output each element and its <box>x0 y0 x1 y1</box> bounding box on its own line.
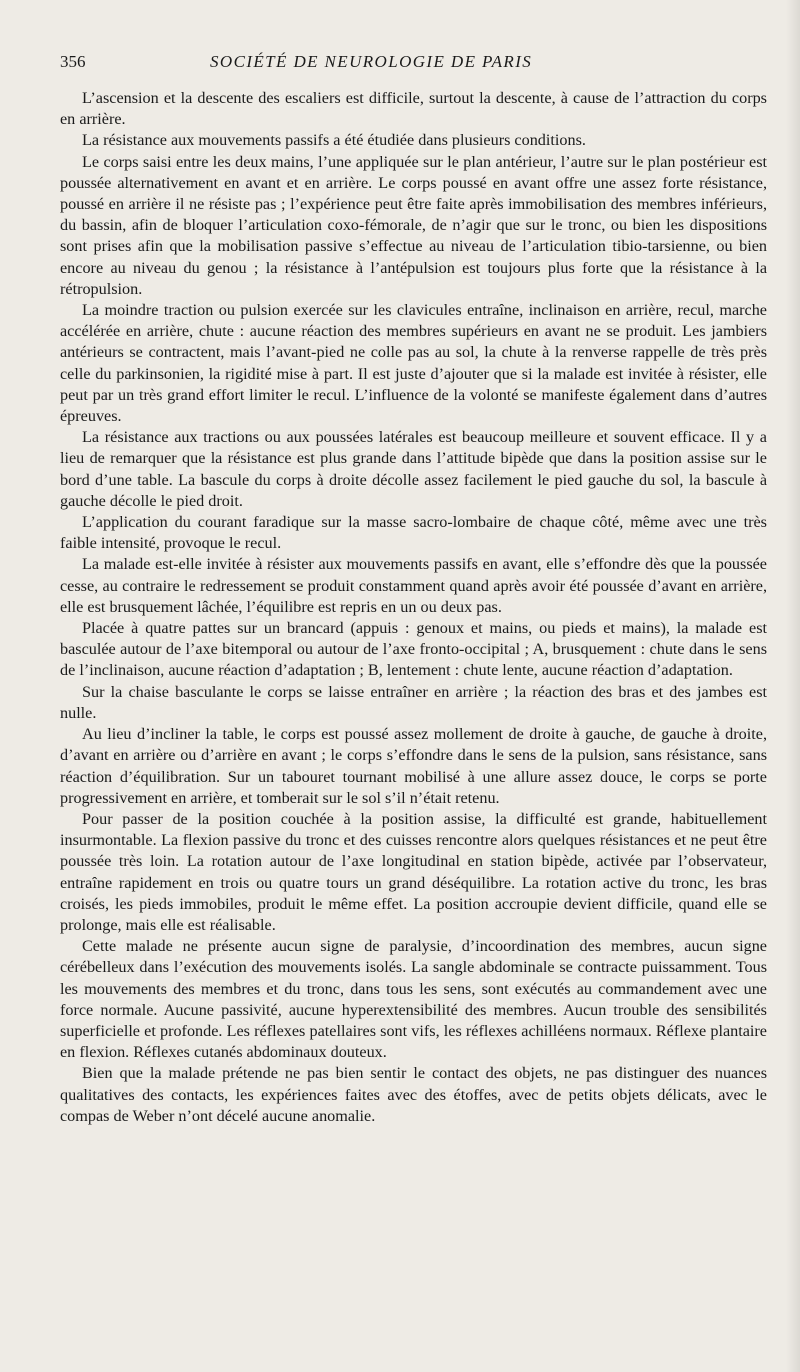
paragraph: Au lieu d’incliner la table, le corps est poussé assez mollement de droite à gauche, de gauche à droite, d’avant en arrière ou d’arrière en avant ; le corps s’effondre dans le sens de la pulsion, sans résistance, sans réaction d’équilibration. Sur un tabouret tournant mobilisé à une allure assez douce, le corps se porte progressivement en arrière, et tomberait sur le sol s’il n’était retenu. <box>60 725 767 807</box>
body-text <box>60 88 767 1127</box>
page-header <box>60 52 760 78</box>
paragraph: Bien que la malade prétende ne pas bien sentir le contact des objets, ne pas distinguer des nuances qualitatives des contacts, les expériences faites avec des étoffes, avec de petits objets délicats, avec le compas de Weber n’ont décelé aucune anomalie. <box>60 1064 767 1125</box>
paragraph: Placée à quatre pattes sur un brancard (appuis : genoux et mains, ou pieds et mains), la malade est basculée autour de l’axe bitemporal ou autour de l’axe fronto-occipital ; A, brusquement : chute dans le sens de l’inclinaison, aucune réaction d’adaptation ; B, lentement : chute lente, aucune réaction d’adaptation. <box>60 619 767 680</box>
page-number: 356 <box>60 52 86 71</box>
paragraph: La malade est-elle invitée à résister aux mouvements passifs en avant, elle s’effondre dès que la poussée cesse, au contraire le redressement se produit constamment quand après avoir été poussée d’avant en arrière, elle est brusquement lâchée, l’équilibre est repris en un ou deux pas. <box>60 555 767 616</box>
paragraph: Pour passer de la position couchée à la position assise, la difficulté est grande, habituellement insurmontable. La flexion passive du tronc et des cuisses rencontre alors quelques résistances et ne peut être poussée très loin. La rotation autour de l’axe longitudinal en station bipède, activée par l’observateur, entraîne rapidement en trois ou quatre tours un grand déséquilibre. La rotation active du tronc, les bras croisés, les pieds immobiles, produit le même effet. La position accroupie devient difficile, quand elle se prolonge, mais elle est réalisable. <box>60 809 767 934</box>
paragraph: La moindre traction ou pulsion exercée sur les clavicules entraîne, inclinaison en arrière, recul, marche accélérée en arrière, chute : aucune réaction des membres supérieurs en avant ne se produit. Les jambiers antérieurs se contractent, mais l’avant-pied ne colle pas au sol, la chute à la renverse rappelle de très près celle du parkinsonien, la rigidité mise à part. Il est juste d’ajouter que si la malade est invitée à résister, elle peut par un très grand effort limiter le recul. L’influence de la volonté se manifeste également dans d’autres épreuves. <box>60 301 767 426</box>
paragraph: La résistance aux tractions ou aux poussées latérales est beaucoup meilleure et souvent efficace. Il y a lieu de remarquer que la résistance est plus grande dans l’attitude bipède que dans la position assise sur le bord d’une table. La bascule du corps à droite décolle assez facilement le pied gauche du sol, la bascule à gauche décolle le pied droit. <box>60 428 767 510</box>
paragraph: Le corps saisi entre les deux mains, l’une appliquée sur le plan antérieur, l’autre sur le plan postérieur est poussée alternativement en avant et en arrière. Le corps poussé en avant offre une assez forte résistance, poussé en arrière il ne résiste pas ; l’expérience peut être faite après immobilisation des membres inférieurs, du bassin, afin de bloquer l’articulation coxo-fémorale, de n’agir que sur le tronc, ou bien les dispositions sont prises afin que la mobilisation passive s’effectue au niveau de l’articulation tibio-tarsienne, ou bien encore au niveau du genou ; la résistance à l’antépulsion est toujours plus forte que la résistance à la rétropulsion. <box>60 152 767 298</box>
paragraph: L’application du courant faradique sur la masse sacro-lombaire de chaque côté, même avec une très faible intensité, provoque le recul. <box>60 513 767 553</box>
paragraph: Cette malade ne présente aucun signe de paralysie, d’incoordination des membres, aucun signe cérébelleux dans l’exécution des mouvements isolés. La sangle abdominale se contracte puissamment. Tous les mouvements des membres et du tronc, dans tous les sens, sont exécutés au commandement avec une force normale. Aucune passivité, aucune hyperextensibilité des membres. Aucun trouble des sensibilités superficielle et profonde. Les réflexes patellaires sont vifs, les réflexes achilléens normaux. Réflexe plantaire en flexion. Réflexes cutanés abdominaux douteux. <box>60 937 767 1062</box>
paragraph: L’ascension et la descente des escaliers est difficile, surtout la descente, à cause de l’attraction du corps en arrière. <box>60 89 767 129</box>
paragraph: La résistance aux mouvements passifs a été étudiée dans plusieurs conditions. <box>82 131 586 150</box>
running-head: SOCIÉTÉ DE NEUROLOGIE DE PARIS <box>210 52 533 71</box>
paragraph: Sur la chaise basculante le corps se laisse entraîner en arrière ; la réaction des bras et des jambes est nulle. <box>60 682 767 722</box>
page-edge-shadow <box>786 0 800 1372</box>
